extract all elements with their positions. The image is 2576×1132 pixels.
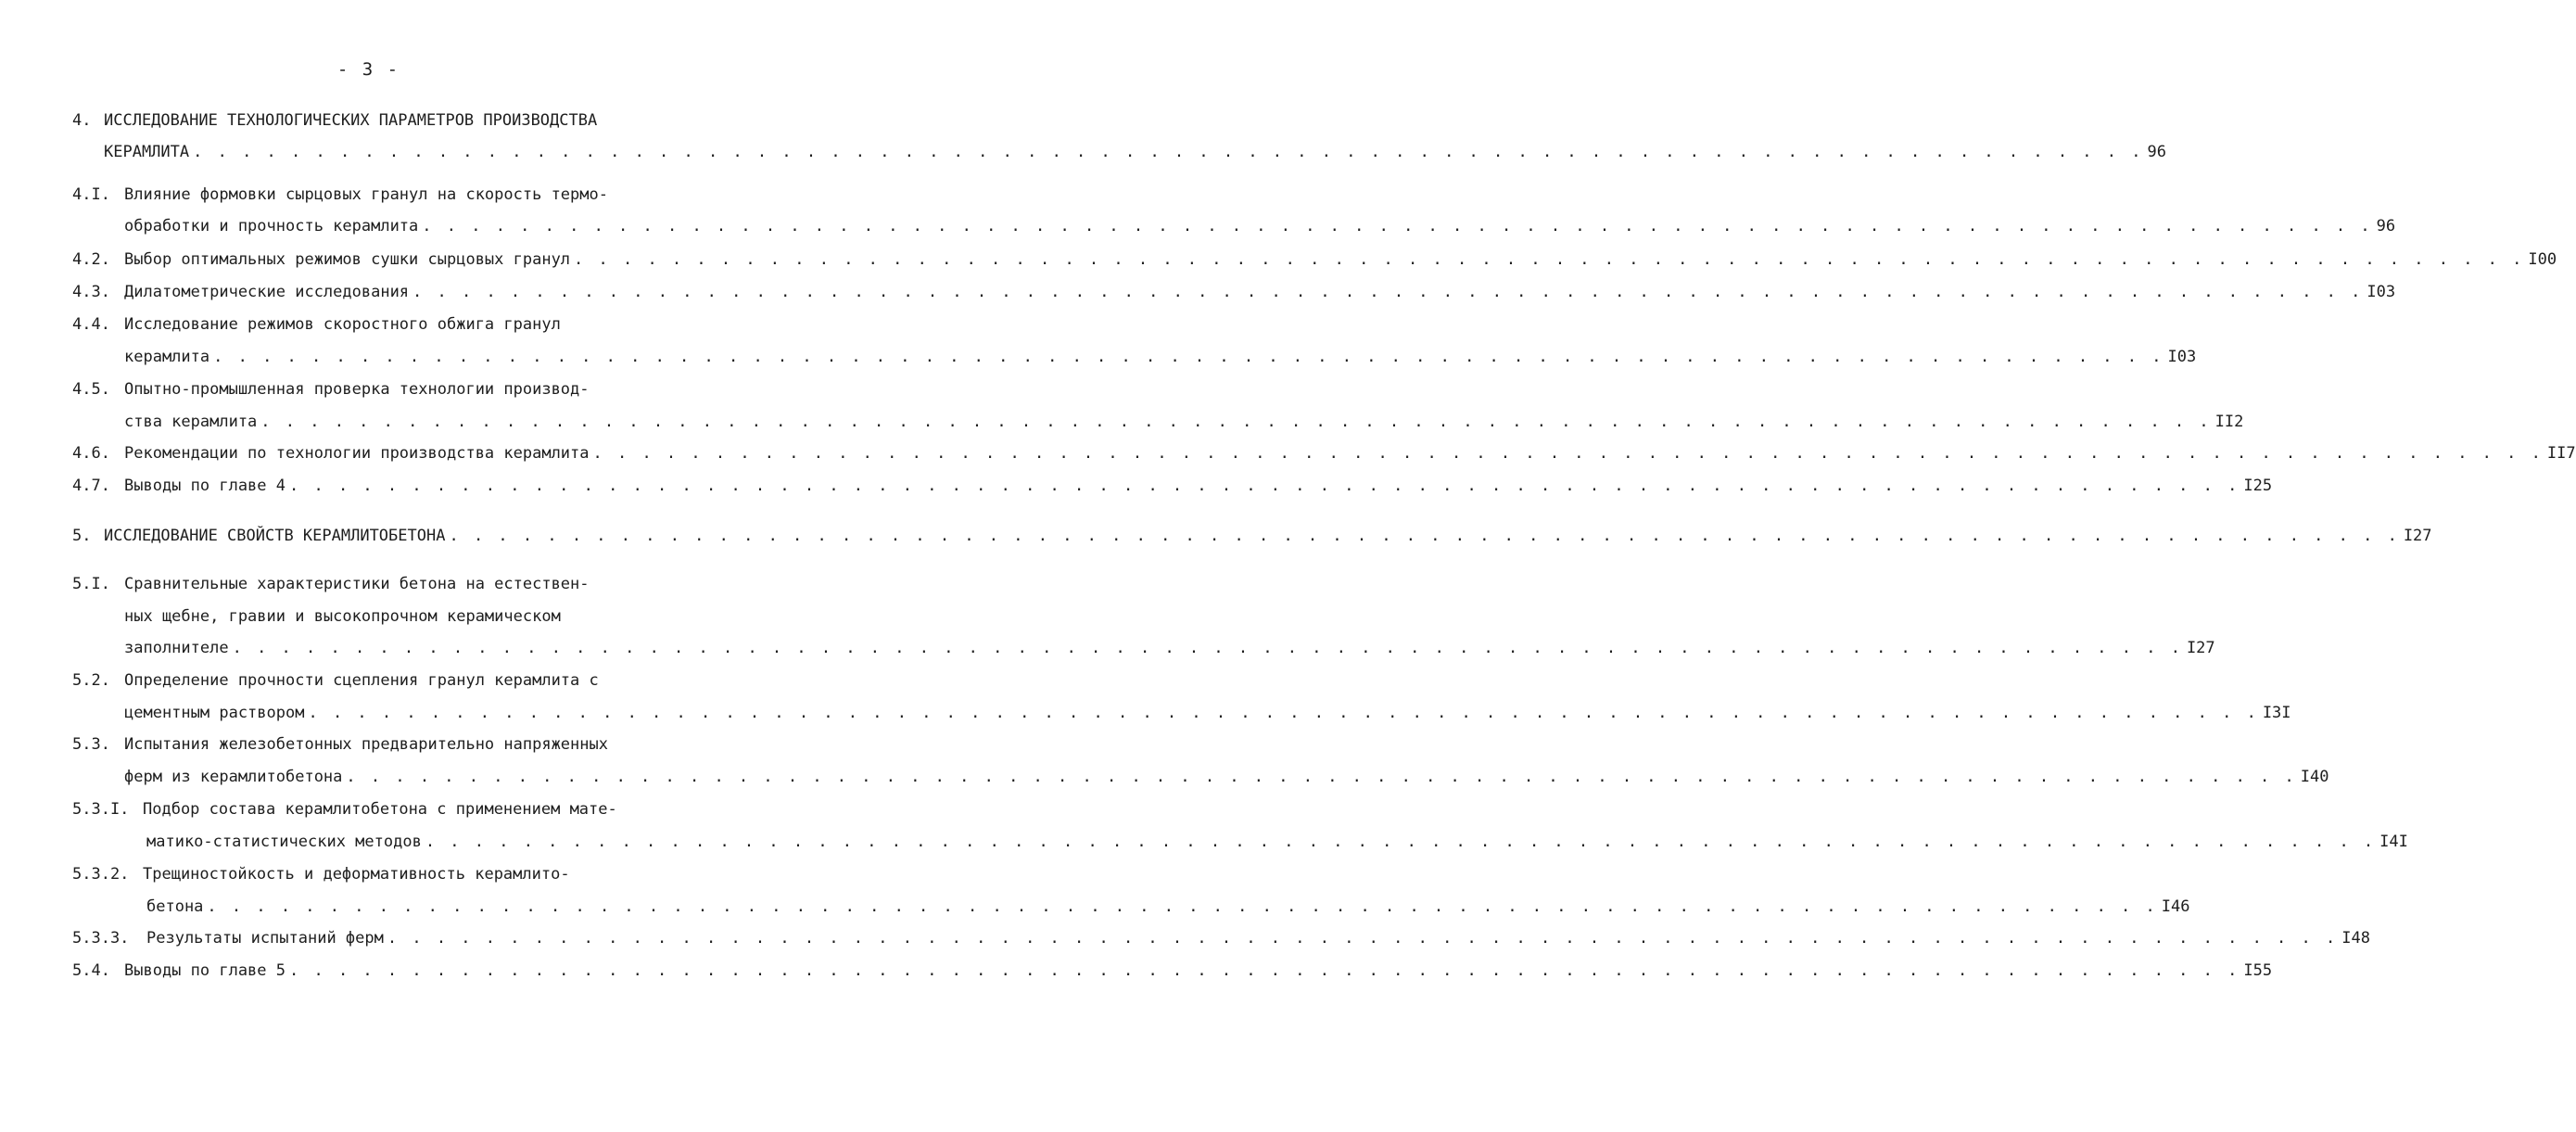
toc-page-number: 96 — [2376, 217, 2396, 235]
toc-line — [0, 281, 2396, 303]
toc-line — [0, 248, 2557, 271]
toc-line — [0, 863, 737, 885]
toc-page-number: I27 — [2403, 527, 2432, 545]
toc-entry-number: 4.7. — [72, 477, 110, 495]
toc-entry-title: ных щебне, гравии и высокопрочном керамическом — [124, 607, 561, 626]
toc-entry-title: Определение прочности сцепления гранул керамлита с — [124, 671, 599, 690]
toc-line — [0, 766, 2329, 788]
toc-leader-row — [124, 766, 2329, 788]
toc-page-number: 96 — [2147, 143, 2166, 161]
toc-line — [0, 313, 737, 336]
toc-entry-title: ИССЛЕДОВАНИЕ ТЕХНОЛОГИЧЕСКИХ ПАРАМЕТРОВ ПРОИЗВОДСТВА — [104, 111, 598, 130]
toc-page-number: I40 — [2300, 768, 2329, 786]
toc-entry-number: 5.I. — [72, 575, 110, 593]
dot-leader: . . . . . . . . . . . . . . . . . . . . . . . . . . . . . . . . . . . . . . . . . . . . . . . . . . . . . . . . . . . . . . . . . . . . . . . . . . . . . . . . — [387, 929, 2339, 948]
toc-page-number: I03 — [2167, 348, 2197, 366]
toc-page-number: I27 — [2186, 639, 2215, 657]
toc-line — [0, 475, 2273, 497]
dot-leader: . . . . . . . . . . . . . . . . . . . . . . . . . . . . . . . . . . . . . . . . . . . . . . . . . . . . . . . . . . . . . . . . . . . . . . . . . . . . . . . . — [574, 250, 2525, 269]
toc-line — [0, 702, 2291, 724]
toc-entry-title: Выбор оптимальных режимов сушки сырцовых гранул — [124, 250, 571, 269]
toc-entry-title: Исследование режимов скоростного обжига гранул — [124, 315, 561, 334]
toc-page-number: I00 — [2528, 250, 2557, 269]
toc-entry-title: заполнителе — [124, 639, 229, 657]
dot-leader: . . . . . . . . . . . . . . . . . . . . . . . . . . . . . . . . . . . . . . . . . . . . . . . . . . . . . . . . . . . . . . . . . . . . . . . . . . . . . . . . — [232, 639, 2183, 657]
toc-line — [0, 411, 2244, 433]
toc-line — [0, 960, 2273, 982]
toc-leader-row — [124, 215, 2396, 237]
toc-entry-title: матико-статистических методов — [146, 833, 422, 851]
toc-page-number: I48 — [2341, 929, 2370, 948]
toc-entry-number: 5.3. — [72, 735, 110, 754]
toc-entry-number: 4.6. — [72, 444, 110, 463]
toc-line — [0, 669, 737, 692]
toc-entry-title: КЕРАМЛИТА — [104, 143, 190, 161]
toc-line — [0, 798, 737, 820]
toc-entry-title: ИССЛЕДОВАНИЕ СВОЙСТВ КЕРАМЛИТОБЕТОНА — [104, 527, 446, 545]
toc-line — [0, 733, 737, 756]
toc-leader-row — [124, 702, 2291, 724]
toc-line — [0, 442, 2576, 464]
toc-leader-row — [104, 525, 2432, 547]
toc-leader-row — [124, 411, 2244, 433]
toc-leader-row — [124, 346, 2197, 368]
toc-leader-row — [146, 831, 2408, 853]
dot-leader: . . . . . . . . . . . . . . . . . . . . . . . . . . . . . . . . . . . . . . . . . . . . . . . . . . . . . . . . . . . . . . . . . . . . . . . . . . . . . . . . — [425, 833, 2377, 851]
toc-line — [0, 896, 2190, 918]
toc-entry-title: ферм из керамлитобетона — [124, 768, 343, 786]
toc-leader-row — [146, 927, 2370, 949]
toc-entry-title: Опытно-промышленная проверка технологии производ- — [124, 380, 590, 399]
dot-leader: . . . . . . . . . . . . . . . . . . . . . . . . . . . . . . . . . . . . . . . . . . . . . . . . . . . . . . . . . . . . . . . . . . . . . . . . . . . . . . . . — [260, 413, 2212, 431]
toc-entry-title: Трещиностойкость и деформативность керамлито- — [143, 865, 570, 884]
toc-entry-title: Дилатометрические исследования — [124, 283, 410, 301]
dot-leader: . . . . . . . . . . . . . . . . . . . . . . . . . . . . . . . . . . . . . . . . . . . . . . . . . . . . . . . . . . . . . . . . . . . . . . . . . . . . . . . . — [193, 143, 2144, 161]
toc-entry-number: 4.2. — [72, 250, 110, 269]
toc-entry-title: Выводы по главе 5 — [124, 961, 286, 980]
toc-line — [0, 637, 2215, 659]
toc-page-number: I4I — [2379, 833, 2408, 851]
toc-entry-title: Выводы по главе 4 — [124, 477, 286, 495]
toc-entry-title: обработки и прочность керамлита — [124, 217, 419, 235]
toc-entry-number: 5. — [72, 527, 92, 545]
toc-leader-row — [124, 960, 2273, 982]
toc-page-number: I3I — [2262, 704, 2291, 722]
toc-leader-row — [124, 281, 2396, 303]
toc-entry-title: Рекомендации по технологии производства керамлита — [124, 444, 590, 463]
toc-entry-number: 5.4. — [72, 961, 110, 980]
toc-page-number: I46 — [2161, 897, 2190, 916]
toc-entry-title: Сравнительные характеристики бетона на естествен- — [124, 575, 590, 593]
toc-line — [0, 831, 2408, 853]
toc-entry-number: 4.4. — [72, 315, 110, 334]
toc-leader-row — [124, 248, 2557, 271]
toc-entry-title: Результаты испытаний ферм — [146, 929, 384, 948]
toc-leader-row — [124, 442, 2576, 464]
toc-line — [0, 141, 2166, 163]
toc-line — [0, 605, 737, 628]
toc-line — [0, 184, 737, 206]
toc-entry-number: 4.5. — [72, 380, 110, 399]
toc-entry-title: Влияние формовки сырцовых гранул на скорость термо- — [124, 185, 608, 204]
toc-leader-row — [104, 141, 2166, 163]
dot-leader: . . . . . . . . . . . . . . . . . . . . . . . . . . . . . . . . . . . . . . . . . . . . . . . . . . . . . . . . . . . . . . . . . . . . . . . . . . . . . . . . — [213, 348, 2164, 366]
toc-page-number: II7 — [2546, 444, 2576, 463]
page-number: - 3 - — [336, 59, 400, 80]
dot-leader: . . . . . . . . . . . . . . . . . . . . . . . . . . . . . . . . . . . . . . . . . . . . . . . . . . . . . . . . . . . . . . . . . . . . . . . . . . . . . . . . — [308, 704, 2259, 722]
toc-entry-number: 4.3. — [72, 283, 110, 301]
toc-leader-row — [146, 896, 2190, 918]
toc-line — [0, 927, 2370, 949]
dot-leader: . . . . . . . . . . . . . . . . . . . . . . . . . . . . . . . . . . . . . . . . . . . . . . . . . . . . . . . . . . . . . . . . . . . . . . . . . . . . . . . . — [449, 527, 2400, 545]
toc-line — [0, 573, 737, 595]
dot-leader: . . . . . . . . . . . . . . . . . . . . . . . . . . . . . . . . . . . . . . . . . . . . . . . . . . . . . . . . . . . . . . . . . . . . . . . . . . . . . . . . — [412, 283, 2364, 301]
toc-entry-number: 4. — [72, 111, 92, 130]
toc-leader-row — [124, 637, 2215, 659]
toc-line — [0, 346, 2197, 368]
dot-leader: . . . . . . . . . . . . . . . . . . . . . . . . . . . . . . . . . . . . . . . . . . . . . . . . . . . . . . . . . . . . . . . . . . . . . . . . . . . . . . . . — [207, 897, 2158, 916]
toc-entry-title: Подбор состава керамлитобетона с применением мате- — [143, 800, 617, 819]
toc-line — [0, 215, 2396, 237]
toc-page-number: II2 — [2214, 413, 2244, 431]
toc-page-number: I03 — [2367, 283, 2396, 301]
toc-page-number: I55 — [2243, 961, 2273, 980]
toc-entry-number: 5.2. — [72, 671, 110, 690]
toc-entry-title: Испытания железобетонных предварительно напряженных — [124, 735, 608, 754]
toc-line — [0, 109, 737, 132]
toc-entry-title: керамлита — [124, 348, 210, 366]
dot-leader: . . . . . . . . . . . . . . . . . . . . . . . . . . . . . . . . . . . . . . . . . . . . . . . . . . . . . . . . . . . . . . . . . . . . . . . . . . . . . . . . — [422, 217, 2373, 235]
toc-line — [0, 378, 737, 401]
toc-entry-title: цементным раствором — [124, 704, 305, 722]
dot-leader: . . . . . . . . . . . . . . . . . . . . . . . . . . . . . . . . . . . . . . . . . . . . . . . . . . . . . . . . . . . . . . . . . . . . . . . . . . . . . . . . — [289, 477, 2240, 495]
toc-page-number: I25 — [2243, 477, 2273, 495]
toc-entry-number: 5.3.2. — [72, 865, 130, 884]
toc-entry-number: 5.3.I. — [72, 800, 130, 819]
toc-line — [0, 525, 2432, 547]
toc-leader-row — [124, 475, 2273, 497]
toc-entry-number: 4.I. — [72, 185, 110, 204]
toc-entry-title: бетона — [146, 897, 204, 916]
dot-leader: . . . . . . . . . . . . . . . . . . . . . . . . . . . . . . . . . . . . . . . . . . . . . . . . . . . . . . . . . . . . . . . . . . . . . . . . . . . . . . . . — [346, 768, 2297, 786]
toc-entry-title: ства керамлита — [124, 413, 258, 431]
toc-entry-number: 5.3.3. — [72, 929, 130, 948]
dot-leader: . . . . . . . . . . . . . . . . . . . . . . . . . . . . . . . . . . . . . . . . . . . . . . . . . . . . . . . . . . . . . . . . . . . . . . . . . . . . . . . . — [592, 444, 2544, 463]
dot-leader: . . . . . . . . . . . . . . . . . . . . . . . . . . . . . . . . . . . . . . . . . . . . . . . . . . . . . . . . . . . . . . . . . . . . . . . . . . . . . . . . — [289, 961, 2240, 980]
